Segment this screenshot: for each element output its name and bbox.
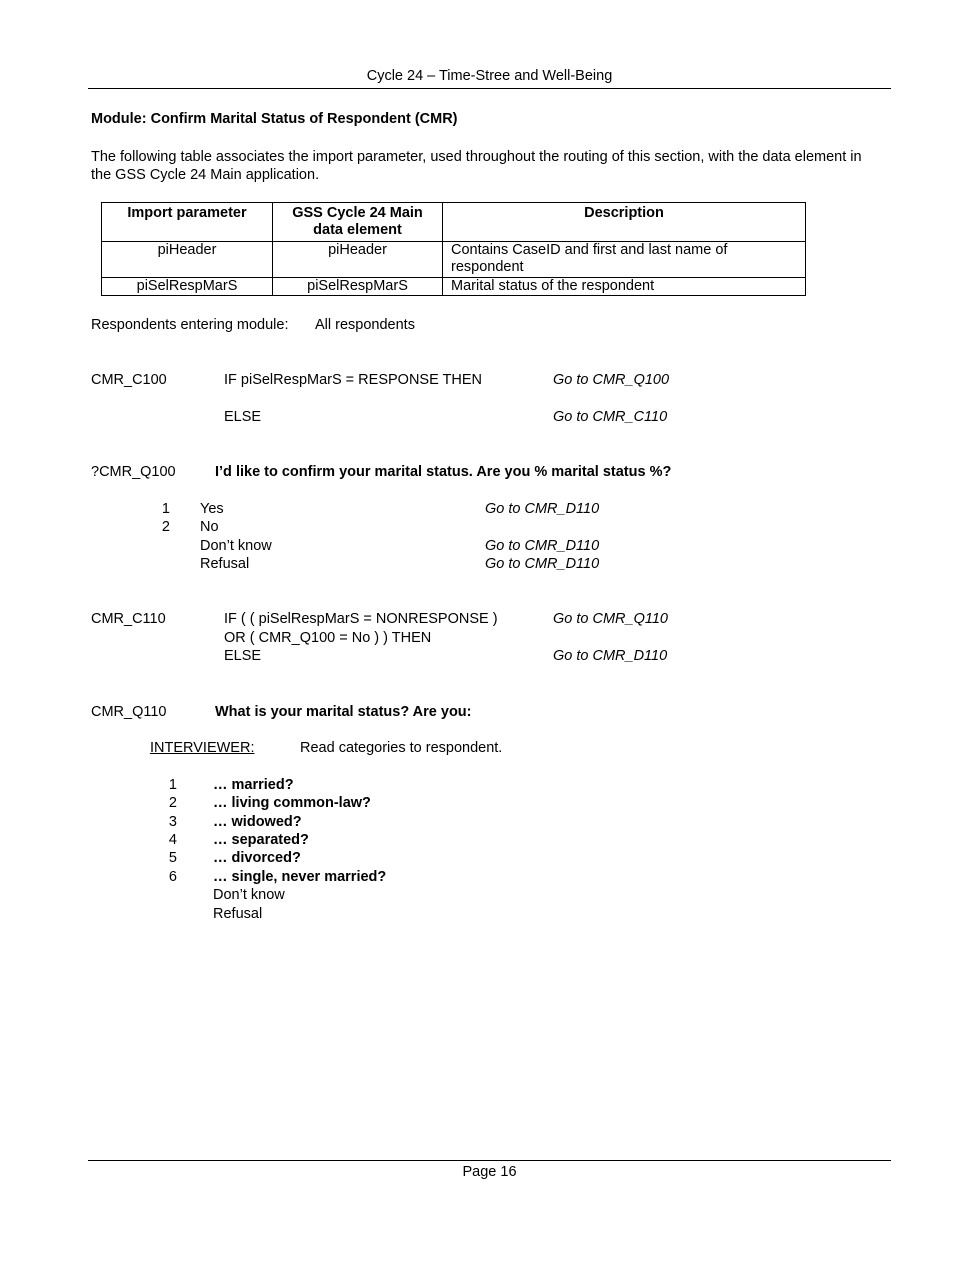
c110-condition-line1: IF ( ( piSelRespMarS = NONRESPONSE ) (224, 611, 498, 627)
page-header-title: Cycle 24 – Time-Stree and Well-Being (366, 68, 613, 84)
q110-refusal: Refusal (213, 906, 263, 922)
intro-paragraph: The following table associates the import parameter, used throughout the routing of this section, with the data element in the GSS Cycle 24 Main application. (91, 149, 862, 183)
header-description: Description (443, 203, 806, 242)
q110-option-label: … single, never married? (213, 869, 387, 885)
q100-option-goto: Go to CMR_D110 (485, 538, 600, 554)
c110-goto-d110: Go to CMR_D110 (553, 648, 668, 664)
table-row (102, 242, 806, 278)
q100-option-number: 1 (161, 501, 170, 517)
import-parameter-table (101, 202, 806, 296)
q110-option-label: … divorced? (213, 850, 301, 866)
c110-goto-q110: Go to CMR_Q110 (553, 611, 668, 627)
q110-question: What is your marital status? Are you: (215, 704, 472, 720)
cell-description: Marital status of the respondent (443, 278, 806, 296)
cell-data-element: piHeader (273, 242, 443, 278)
c100-goto-q100: Go to CMR_Q100 (553, 372, 670, 388)
table-header-row (102, 203, 806, 242)
q100-option-goto: Go to CMR_D110 (485, 501, 600, 517)
table-row (102, 278, 806, 296)
q110-option-number: 2 (168, 795, 177, 811)
q100-option-label: No (200, 519, 219, 535)
q110-option-number: 1 (168, 777, 177, 793)
header-import-parameter: Import parameter (102, 203, 273, 242)
c100-condition: IF piSelRespMarS = RESPONSE THEN (224, 372, 482, 388)
page-number: Page 16 (462, 1164, 517, 1180)
q110-option-number: 4 (168, 832, 177, 848)
q110-option-label: … widowed? (213, 814, 302, 830)
cell-data-element: piSelRespMarS (273, 278, 443, 296)
q100-option-number: 2 (161, 519, 170, 535)
cell-import-parameter: piHeader (102, 242, 273, 278)
interviewer-label: INTERVIEWER: (150, 740, 255, 756)
c100-else: ELSE (224, 409, 262, 425)
respondents-label: Respondents entering module: (91, 317, 289, 333)
module-title: Module: Confirm Marital Status of Respondent (CMR) (91, 111, 458, 127)
q100-option-label: Yes (200, 501, 224, 517)
interviewer-instruction: Read categories to respondent. (300, 740, 503, 756)
footer-rule (88, 1160, 891, 1161)
q110-option-number: 3 (168, 814, 177, 830)
q110-option-number: 6 (168, 869, 177, 885)
q110-option-label: … separated? (213, 832, 309, 848)
c100-goto-c110: Go to CMR_C110 (553, 409, 668, 425)
header-rule (88, 88, 891, 89)
q110-option-label: … married? (213, 777, 294, 793)
q100-option-goto: Go to CMR_D110 (485, 556, 600, 572)
q110-option-label: … living common-law? (213, 795, 371, 811)
c110-code: CMR_C110 (91, 611, 166, 627)
c110-else: ELSE (224, 648, 262, 664)
header-data-element: GSS Cycle 24 Main data element (273, 203, 443, 242)
q100-option-label: Don’t know (200, 538, 272, 554)
q110-dont-know: Don’t know (213, 887, 285, 903)
q100-question: I’d like to confirm your marital status. Are you % marital status %? (215, 464, 672, 480)
cell-import-parameter: piSelRespMarS (102, 278, 273, 296)
q110-code: CMR_Q110 (91, 704, 167, 720)
q100-code: ?CMR_Q100 (91, 464, 176, 480)
c110-condition-line2: OR ( CMR_Q100 = No ) ) THEN (224, 630, 432, 646)
q110-option-number: 5 (168, 850, 177, 866)
q100-option-label: Refusal (200, 556, 250, 572)
c100-code: CMR_C100 (91, 372, 167, 388)
cell-description: Contains CaseID and first and last name of respondent (443, 242, 806, 278)
respondents-value: All respondents (315, 317, 415, 333)
